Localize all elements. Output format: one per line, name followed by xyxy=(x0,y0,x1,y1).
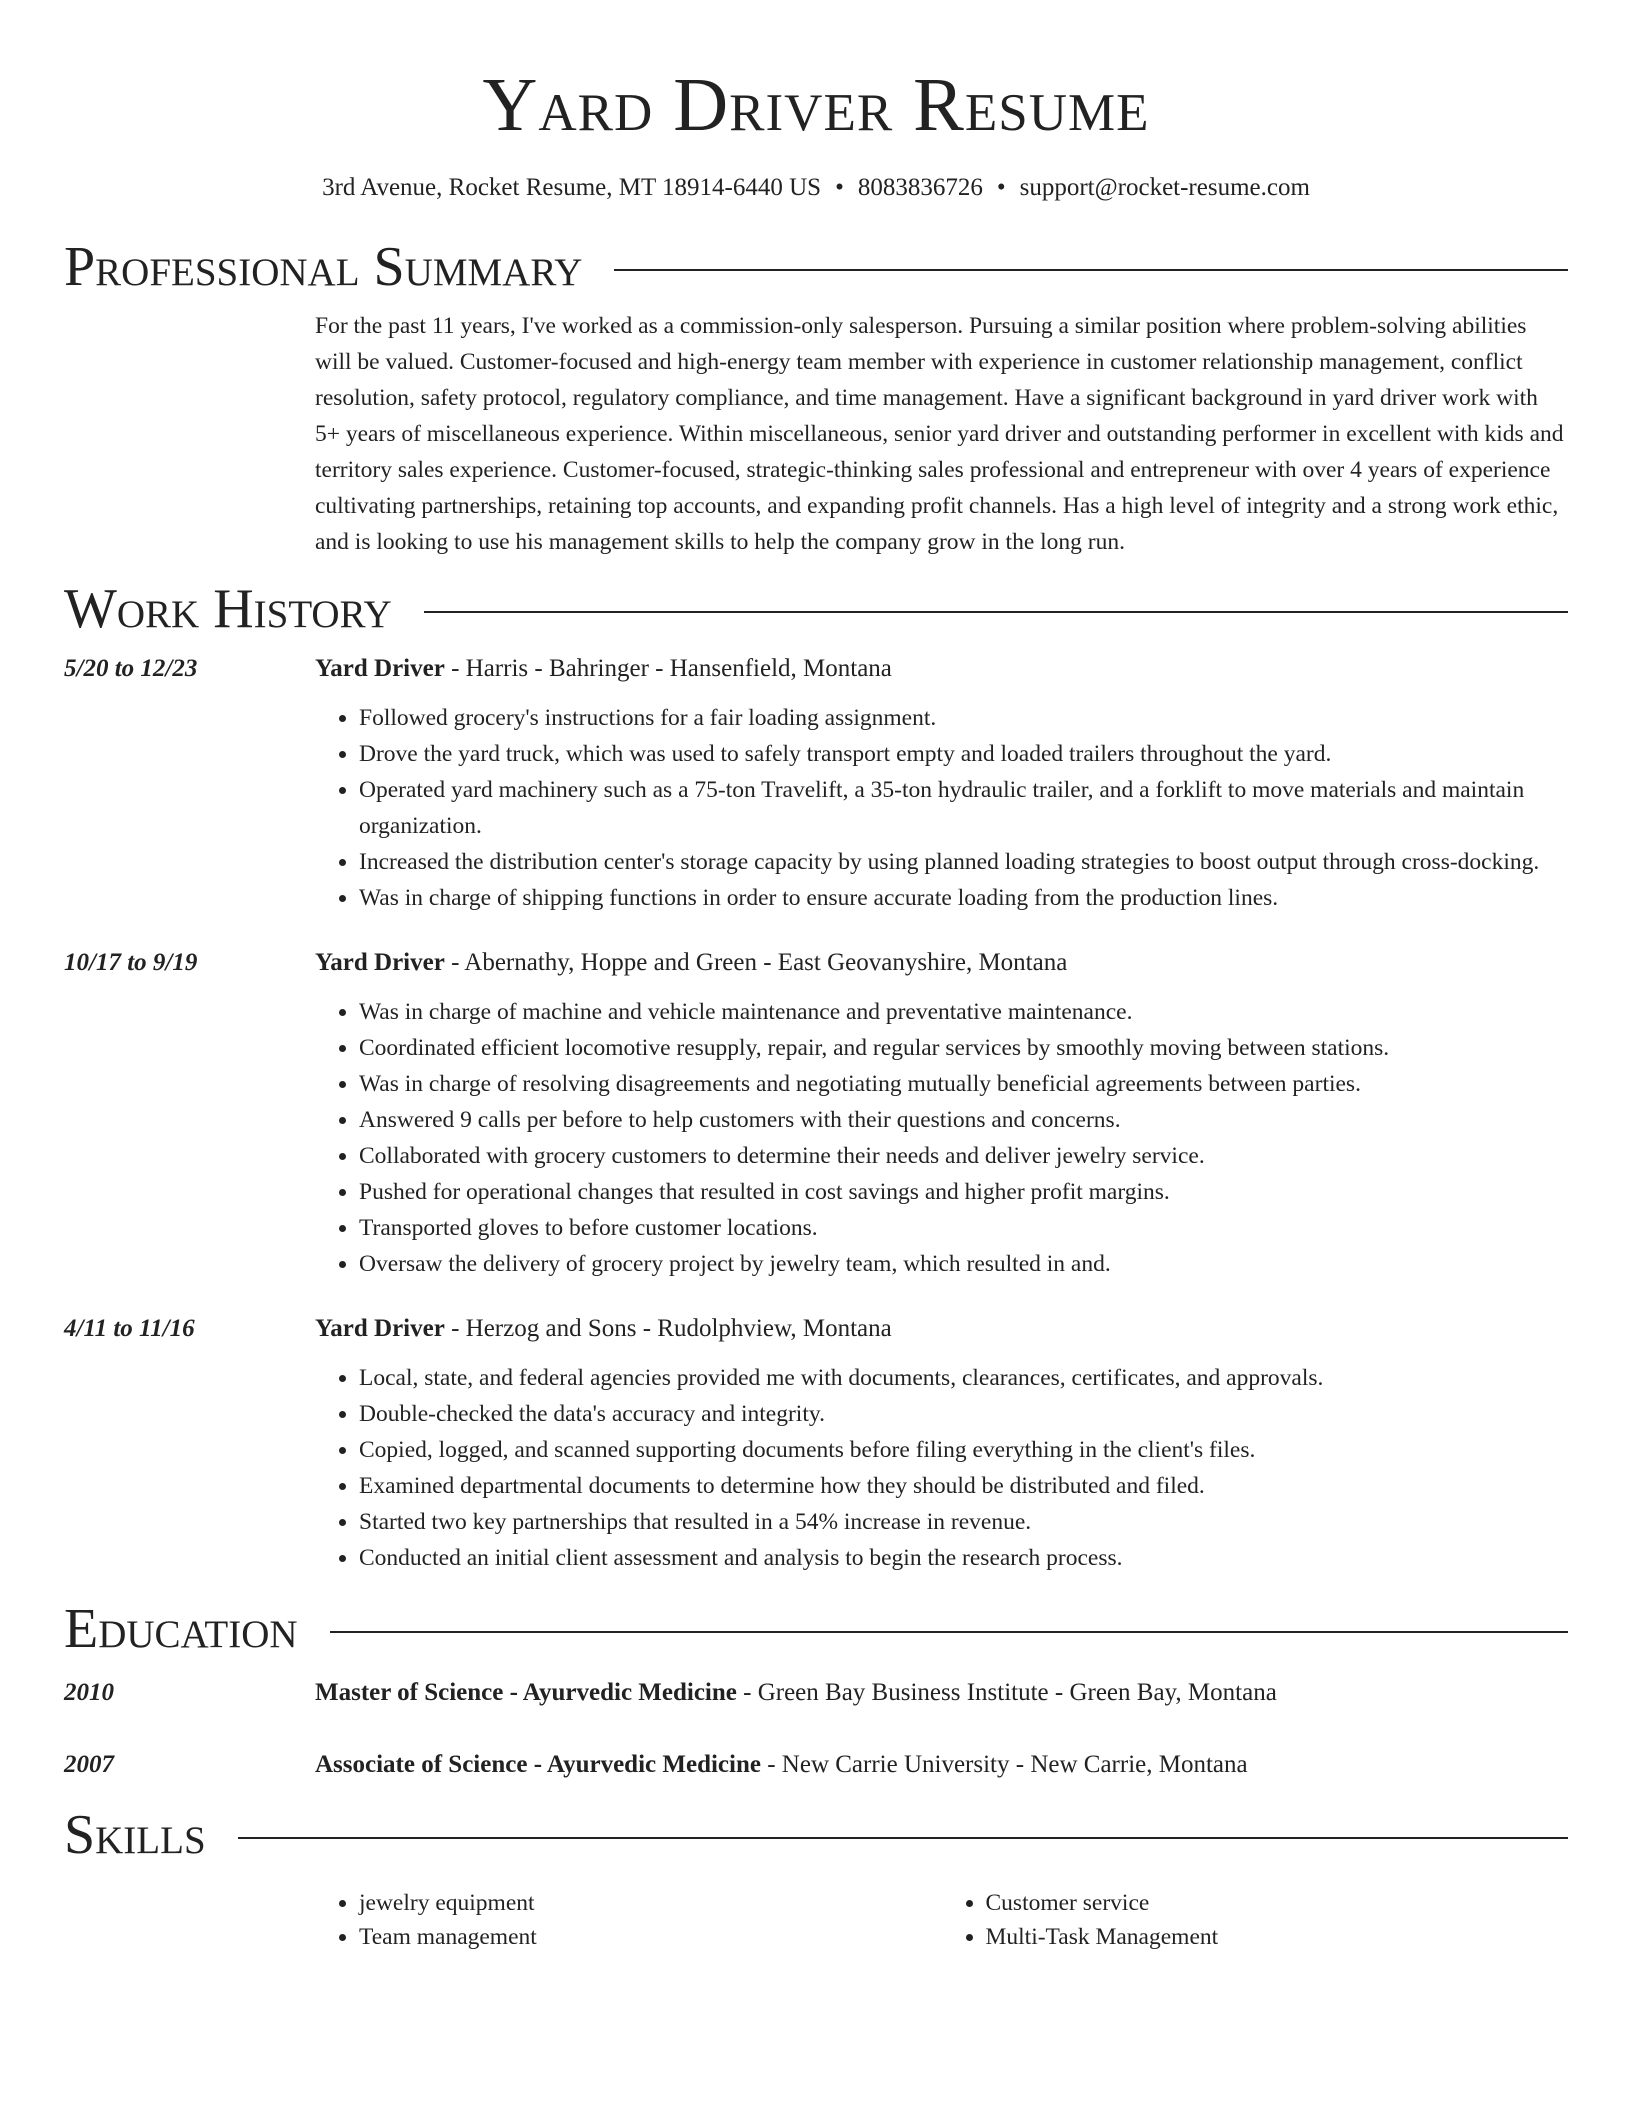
job-entry xyxy=(64,946,1568,1282)
contact-separator: • xyxy=(835,174,844,201)
contact-email: support@rocket-resume.com xyxy=(1019,174,1310,201)
education-degree: Master of Science - Ayurvedic Medicine xyxy=(315,1679,737,1706)
job-details: - Herzog and Sons - Rudolphview, Montana xyxy=(444,1315,892,1342)
job-dates: 10/17 to 9/19 xyxy=(64,949,198,976)
job-title-line xyxy=(315,1312,1568,1346)
job-bullet: • Was in charge of machine and vehicle maintenance and preventative maintenance. xyxy=(359,994,1568,1030)
summary-section-header xyxy=(64,234,1568,300)
skills-list-right xyxy=(942,1886,1569,1954)
job-bullet: • Started two key partnerships that resulted in a 54% increase in revenue. xyxy=(359,1504,1568,1540)
education-line xyxy=(315,1676,1568,1710)
skill-item: • Customer service xyxy=(986,1886,1569,1920)
section-divider xyxy=(330,1631,1568,1633)
resume-title: Yard Driver Resume xyxy=(482,63,1150,147)
section-divider xyxy=(614,269,1568,271)
job-bullet: • Drove the yard truck, which was used to safely transport empty and loaded trailers throughout the yard. xyxy=(359,736,1568,772)
job-details: - Abernathy, Hoppe and Green - East Geovanyshire, Montana xyxy=(444,949,1068,976)
job-bullet: • Increased the distribution center's storage capacity by using planned loading strategies to boost output through cross-docking. xyxy=(359,844,1568,880)
skills-section-header xyxy=(64,1802,1568,1868)
skills-left-spacer xyxy=(64,1886,315,1954)
skill-item: • jewelry equipment xyxy=(359,1886,942,1920)
education-line xyxy=(315,1748,1568,1782)
job-dates: 5/20 to 12/23 xyxy=(64,655,198,682)
job-role: Yard Driver xyxy=(315,949,445,976)
education-details: - Green Bay Business Institute - Green Bay, Montana xyxy=(736,1679,1277,1706)
resume-page xyxy=(64,0,1568,1954)
job-role: Yard Driver xyxy=(315,655,445,682)
skills-columns xyxy=(315,1886,1568,1954)
skills-list-left xyxy=(315,1886,942,1954)
work-section-header xyxy=(64,576,1568,642)
job-bullet: • Transported gloves to before customer locations. xyxy=(359,1210,1568,1246)
summary-left-spacer xyxy=(64,308,315,560)
job-bullet: • Examined departmental documents to determine how they should be distributed and filed. xyxy=(359,1468,1568,1504)
education-heading: Education xyxy=(64,1598,298,1660)
job-bullet-list xyxy=(315,1360,1568,1576)
job-bullet: • Double-checked the data's accuracy and integrity. xyxy=(359,1396,1568,1432)
education-entry xyxy=(64,1676,1568,1710)
skill-item: • Multi-Task Management xyxy=(986,1920,1569,1954)
job-bullet-list xyxy=(315,994,1568,1282)
education-year: 2007 xyxy=(64,1751,114,1778)
summary-heading: Professional Summary xyxy=(64,236,583,298)
section-divider xyxy=(424,611,1568,613)
education-entry xyxy=(64,1748,1568,1782)
job-entry xyxy=(64,652,1568,916)
summary-text: For the past 11 years, I've worked as a commission-only salesperson. Pursuing a similar position where problem-solving abilities will be valued. Customer-focused and high-energy team member with experience in customer relationship management, conflict resolution, safety protocol, regulatory compliance, and time management. Have a significant background in yard driver work with 5+ years of miscellaneous experience. Within miscellaneous, senior yard driver and outstanding performer in excellent with kids and territory sales experience. Customer-focused, strategic-thinking sales professional and entrepreneur with over 4 years of experience cultivating partnerships, retaining top accounts, and expanding profit channels. Has a high level of integrity and a strong work ethic, and is looking to use his management skills to help the company grow in the long run. xyxy=(315,313,1564,555)
education-section-header xyxy=(64,1596,1568,1662)
skills-heading: Skills xyxy=(64,1804,206,1866)
education-year: 2010 xyxy=(64,1679,114,1706)
job-bullet: • Answered 9 calls per before to help customers with their questions and concerns. xyxy=(359,1102,1568,1138)
education-degree: Associate of Science - Ayurvedic Medicine xyxy=(315,1751,761,1778)
job-details: - Harris - Bahringer - Hansenfield, Montana xyxy=(444,655,892,682)
job-bullet: • Operated yard machinery such as a 75-ton Travelift, a 35-ton hydraulic trailer, and a forklift to move materials and maintain organization. xyxy=(359,772,1568,844)
job-bullet: • Copied, logged, and scanned supporting documents before filing everything in the client's files. xyxy=(359,1432,1568,1468)
job-role: Yard Driver xyxy=(315,1315,445,1342)
job-entry xyxy=(64,1312,1568,1576)
summary-row xyxy=(64,308,1568,560)
job-bullet: • Followed grocery's instructions for a fair loading assignment. xyxy=(359,700,1568,736)
job-dates: 4/11 to 11/16 xyxy=(64,1315,195,1342)
contact-line xyxy=(64,172,1568,204)
contact-phone: 8083836726 xyxy=(857,174,983,201)
section-divider xyxy=(238,1837,1568,1839)
skills-row xyxy=(64,1886,1568,1954)
job-bullet: • Pushed for operational changes that resulted in cost savings and higher profit margins. xyxy=(359,1174,1568,1210)
job-bullet: • Was in charge of resolving disagreements and negotiating mutually beneficial agreements between parties. xyxy=(359,1066,1568,1102)
contact-separator: • xyxy=(996,174,1006,201)
job-bullet-list xyxy=(315,700,1568,916)
work-heading: Work History xyxy=(64,578,392,640)
job-bullet: • Collaborated with grocery customers to determine their needs and deliver jewelry service. xyxy=(359,1138,1568,1174)
education-details: - New Carrie University - New Carrie, Montana xyxy=(760,1751,1248,1778)
job-bullet: • Coordinated efficient locomotive resupply, repair, and regular services by smoothly moving between stations. xyxy=(359,1030,1568,1066)
job-title-line xyxy=(315,652,1568,686)
job-bullet: • Was in charge of shipping functions in order to ensure accurate loading from the production lines. xyxy=(359,880,1568,916)
contact-address: 3rd Avenue, Rocket Resume, MT 18914-6440 US xyxy=(322,174,822,201)
job-bullet: • Conducted an initial client assessment and analysis to begin the research process. xyxy=(359,1540,1568,1576)
job-bullet: • Local, state, and federal agencies provided me with documents, clearances, certificates, and approvals. xyxy=(359,1360,1568,1396)
job-title-line xyxy=(315,946,1568,980)
skill-item: • Team management xyxy=(359,1920,942,1954)
job-bullet: • Oversaw the delivery of grocery project by jewelry team, which resulted in and. xyxy=(359,1246,1568,1282)
